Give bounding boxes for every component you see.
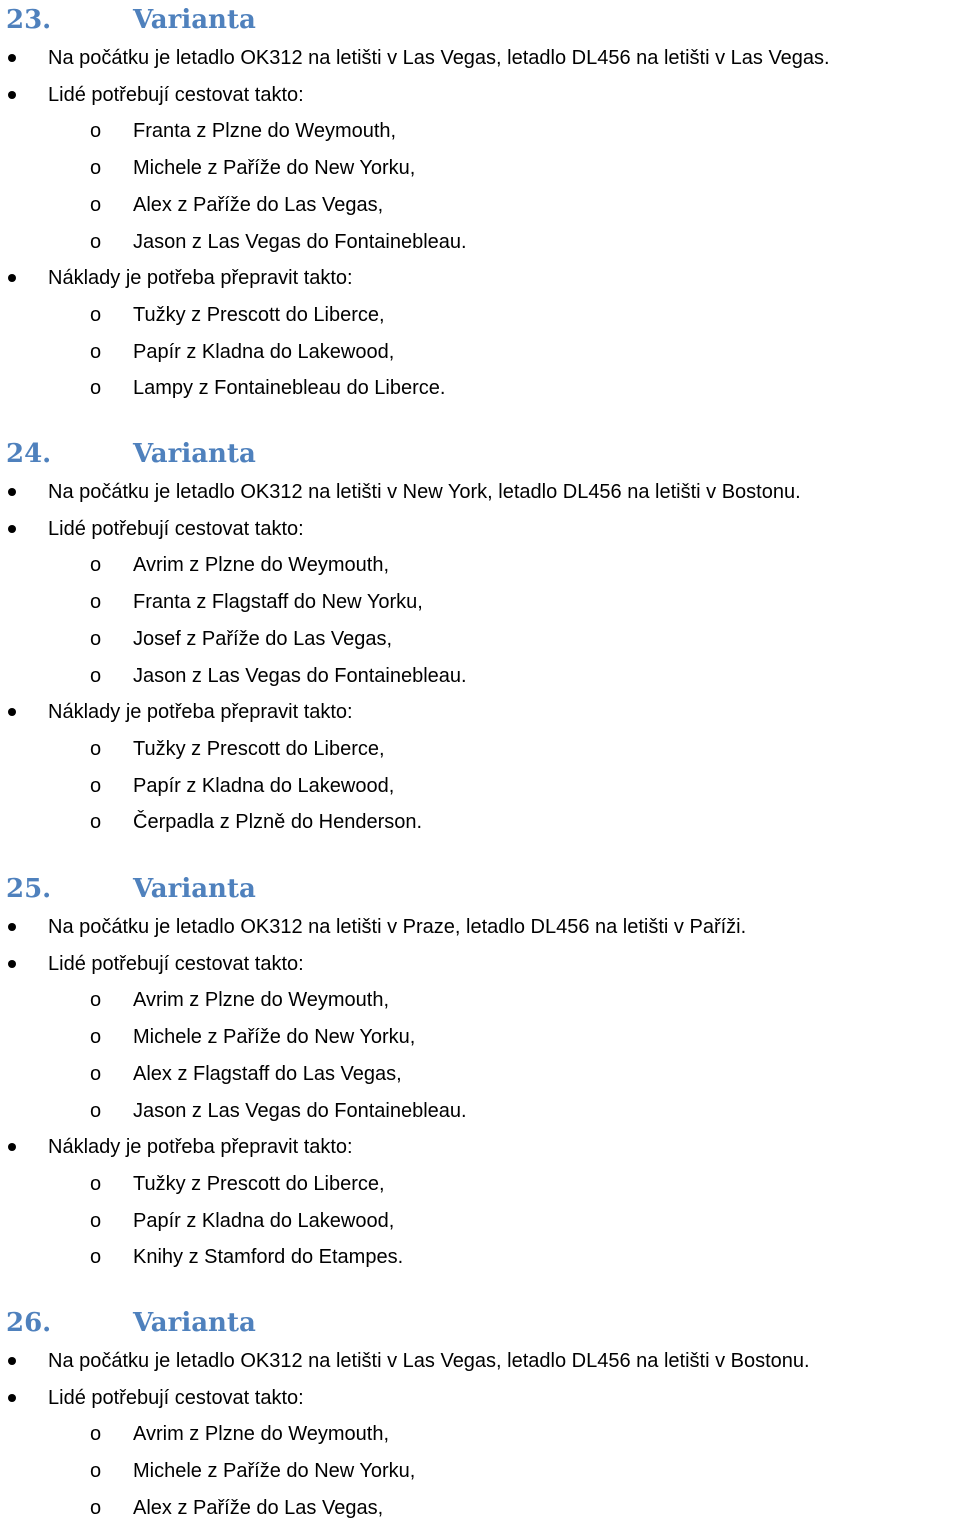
sub-bullet-marker: o	[90, 120, 102, 143]
sub-bullet-marker: o	[90, 1423, 102, 1446]
cargo-route-item: Papír z Kladna do Lakewood,	[133, 1209, 395, 1232]
sub-bullet-marker: o	[90, 340, 102, 363]
cargo-route-item: Čerpadla z Plzně do Henderson.	[133, 811, 423, 834]
bullet-dot	[8, 1394, 16, 1402]
sub-bullet-marker: o	[90, 1062, 102, 1085]
sub-bullet-marker: o	[90, 1026, 102, 1049]
person-route-item: Alex z Paříže do Las Vegas,	[133, 193, 384, 216]
sub-bullet-marker: o	[90, 303, 102, 326]
person-route-item: Josef z Paříže do Las Vegas,	[133, 627, 393, 650]
person-route-item: Jason z Las Vegas do Fontainebleau.	[133, 664, 467, 687]
section-title: Varianta	[133, 439, 256, 469]
bullet-dot	[8, 274, 16, 282]
bullet-dot	[8, 525, 16, 533]
person-route-item: Franta z Flagstaff do New Yorku,	[133, 591, 423, 614]
section-number: 23.	[6, 5, 52, 35]
sub-bullet-marker: o	[90, 1496, 102, 1519]
sub-bullet-marker: o	[90, 157, 102, 180]
cargo-route-item: Papír z Kladna do Lakewood,	[133, 340, 395, 363]
initial-state-text: Na počátku je letadlo OK312 na letišti v Las Vegas, letadlo DL456 na letišti v Las Vegas.	[48, 47, 830, 69]
person-route-item: Avrim z Plzne do Weymouth,	[133, 989, 390, 1012]
section-heading	[6, 0, 256, 40]
sub-bullet-marker: o	[90, 737, 102, 760]
bullet-dot	[8, 923, 16, 931]
person-route-item: Michele z Paříže do New Yorku,	[133, 1460, 416, 1483]
bullet-dot	[8, 488, 16, 496]
person-route-item: Alex z Paříže do Las Vegas,	[133, 1496, 384, 1519]
sub-bullet-marker: o	[90, 1209, 102, 1232]
section-heading	[6, 869, 256, 909]
person-route-item: Avrim z Plzne do Weymouth,	[133, 554, 390, 577]
section-number: 25.	[6, 874, 52, 904]
person-route-item: Avrim z Plzne do Weymouth,	[133, 1423, 390, 1446]
initial-state-text: Na počátku je letadlo OK312 na letišti v Las Vegas, letadlo DL456 na letišti v Bostonu.	[48, 1350, 810, 1372]
bullet-dot	[8, 1357, 16, 1365]
bullet-dot	[8, 54, 16, 62]
bullet-dot	[8, 1143, 16, 1151]
sub-bullet-marker: o	[90, 1172, 102, 1195]
initial-state-text: Na počátku je letadlo OK312 na letišti v New York, letadlo DL456 na letišti v Bostonu.	[48, 481, 801, 503]
sub-bullet-marker: o	[90, 591, 102, 614]
cargo-header: Náklady je potřeba přepravit takto:	[48, 267, 353, 290]
sub-bullet-marker: o	[90, 989, 102, 1012]
bullet-dot	[8, 708, 16, 716]
initial-state-text: Na počátku je letadlo OK312 na letišti v Praze, letadlo DL456 na letišti v Paříži.	[48, 916, 747, 938]
cargo-header: Náklady je potřeba přepravit takto:	[48, 1136, 353, 1159]
section-number: 24.	[6, 439, 52, 469]
sub-bullet-marker: o	[90, 1246, 102, 1269]
sub-bullet-marker: o	[90, 230, 102, 253]
people-header: Lidé potřebují cestovat takto:	[48, 83, 304, 106]
bullet-dot	[8, 91, 16, 99]
people-header: Lidé potřebují cestovat takto:	[48, 1386, 304, 1409]
person-route-item: Michele z Paříže do New Yorku,	[133, 1026, 416, 1049]
section-heading	[6, 1303, 256, 1343]
person-route-item: Franta z Plzne do Weymouth,	[133, 120, 397, 143]
bullet-dot	[8, 960, 16, 968]
section-title: Varianta	[133, 874, 256, 904]
cargo-route-item: Knihy z Stamford do Etampes.	[133, 1246, 404, 1269]
sub-bullet-marker: o	[90, 377, 102, 400]
cargo-route-item: Tužky z Prescott do Liberce,	[133, 737, 385, 760]
people-header: Lidé potřebují cestovat takto:	[48, 517, 304, 540]
sub-bullet-marker: o	[90, 774, 102, 797]
cargo-route-item: Lampy z Fontainebleau do Liberce.	[133, 377, 446, 400]
sub-bullet-marker: o	[90, 1460, 102, 1483]
sub-bullet-marker: o	[90, 1099, 102, 1122]
sub-bullet-marker: o	[90, 664, 102, 687]
sub-bullet-marker: o	[90, 627, 102, 650]
cargo-route-item: Tužky z Prescott do Liberce,	[133, 303, 385, 326]
people-header: Lidé potřebují cestovat takto:	[48, 952, 304, 975]
person-route-item: Jason z Las Vegas do Fontainebleau.	[133, 230, 467, 253]
sub-bullet-marker: o	[90, 554, 102, 577]
section-heading	[6, 434, 256, 474]
cargo-route-item: Papír z Kladna do Lakewood,	[133, 774, 395, 797]
sub-bullet-marker: o	[90, 193, 102, 216]
section-title: Varianta	[133, 1308, 256, 1338]
section-number: 26.	[6, 1308, 52, 1338]
cargo-route-item: Tužky z Prescott do Liberce,	[133, 1172, 385, 1195]
section-title: Varianta	[133, 5, 256, 35]
person-route-item: Jason z Las Vegas do Fontainebleau.	[133, 1099, 467, 1122]
cargo-header: Náklady je potřeba přepravit takto:	[48, 701, 353, 724]
person-route-item: Michele z Paříže do New Yorku,	[133, 157, 416, 180]
sub-bullet-marker: o	[90, 811, 102, 834]
person-route-item: Alex z Flagstaff do Las Vegas,	[133, 1062, 402, 1085]
